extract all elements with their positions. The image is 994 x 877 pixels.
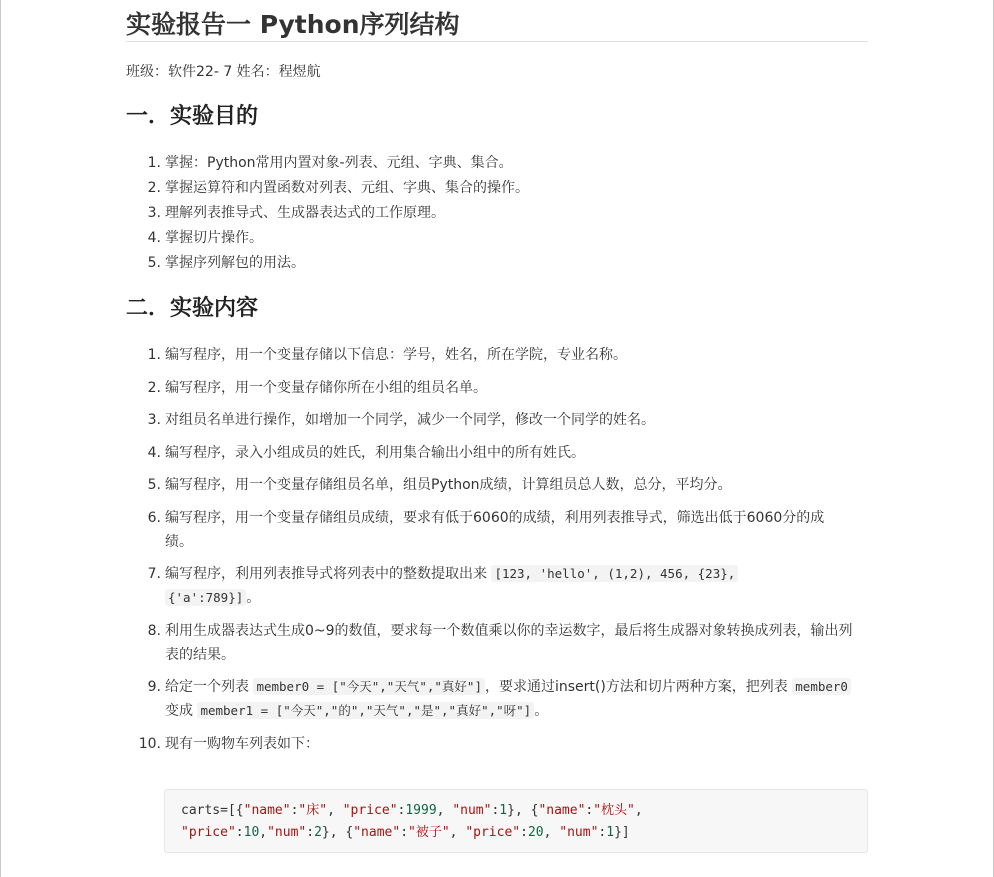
list-item: 6. 编写程序，用一个变量存储组员成绩，要求有低于6060的成绩，利用列表推导式，筛选出低于6060分的成绩。 (147, 509, 825, 550)
code-block: carts=[{"name":"床", "price":1999, "num":1}, {"name":"枕头", "price":10,"num":2}, {"name":"被子", "price":20, "num":1}] (164, 789, 868, 853)
objectives-list (126, 152, 868, 277)
page-title: 实验报告一 Python序列结构 (126, 0, 868, 42)
content-list (126, 343, 868, 764)
inline-code: [123, 'hello', (1,2), 456, {23}, (491, 565, 738, 582)
list-item: 8. 利用生成器表达式生成0~9的数值，要求每一个数值乘以你的幸运数字，最后将生成器对象转换成列表，输出列表的结果。 (147, 622, 853, 663)
list-item: 4. 编写程序，录入小组成员的姓氏，利用集合输出小组中的所有姓氏。 (147, 444, 585, 461)
list-item: 2. 掌握运算符和内置函数对列表、元组、字典、集合的操作。 (147, 180, 529, 196)
class-name-info: 班级：软件22- 7 姓名：程煜航 (126, 64, 321, 80)
list-item: 5. 掌握序列解包的用法。 (147, 255, 305, 271)
section-heading-content: 二．实验内容 (126, 296, 259, 321)
list-item: 3. 理解列表推导式、生成器表达式的工作原理。 (147, 205, 445, 221)
inline-code: member0 (792, 678, 851, 695)
inline-code: {'a':789}] (165, 589, 246, 606)
document-page (126, 0, 868, 840)
list-item: 5. 编写程序，用一个变量存储组员名单，组员Python成绩，计算组员总人数，总分，平均分。 (147, 477, 732, 493)
list-item: 1. 掌握：Python常用内置对象-列表、元组、字典、集合。 (147, 155, 513, 171)
page-left-border (0, 0, 1, 877)
list-item: 4. 掌握切片操作。 (147, 230, 263, 246)
inline-code: member1 = ["今天","的","天气","是","真好","呀"] (197, 702, 534, 719)
list-item: 7. 编写程序，利用列表推导式将列表中的整数提取出来 [123, 'hello', (1,2), 456, {23}, {'a':789}] 。 (126, 562, 868, 610)
list-item: 9. 给定一个列表 member0 = ["今天","天气","真好"] ，要求通过insert()方法和切片两种方案，把列表 member0 变成 member1 = ["今天","的","天气","是","真好","呀"] 。 (126, 675, 868, 723)
list-item: 3. 对组员名单进行操作，如增加一个同学，减少一个同学，修改一个同学的姓名。 (147, 412, 655, 428)
section-heading-objectives: 一．实验目的 (126, 104, 259, 129)
list-item: 2. 编写程序，用一个变量存储你所在小组的组员名单。 (147, 379, 487, 396)
list-item: 1. 编写程序，用一个变量存储以下信息：学号，姓名，所在学院，专业名称。 (147, 347, 627, 363)
list-item: 10. 现有一购物车列表如下： (138, 735, 319, 752)
inline-code: member0 = ["今天","天气","真好"] (253, 678, 485, 695)
